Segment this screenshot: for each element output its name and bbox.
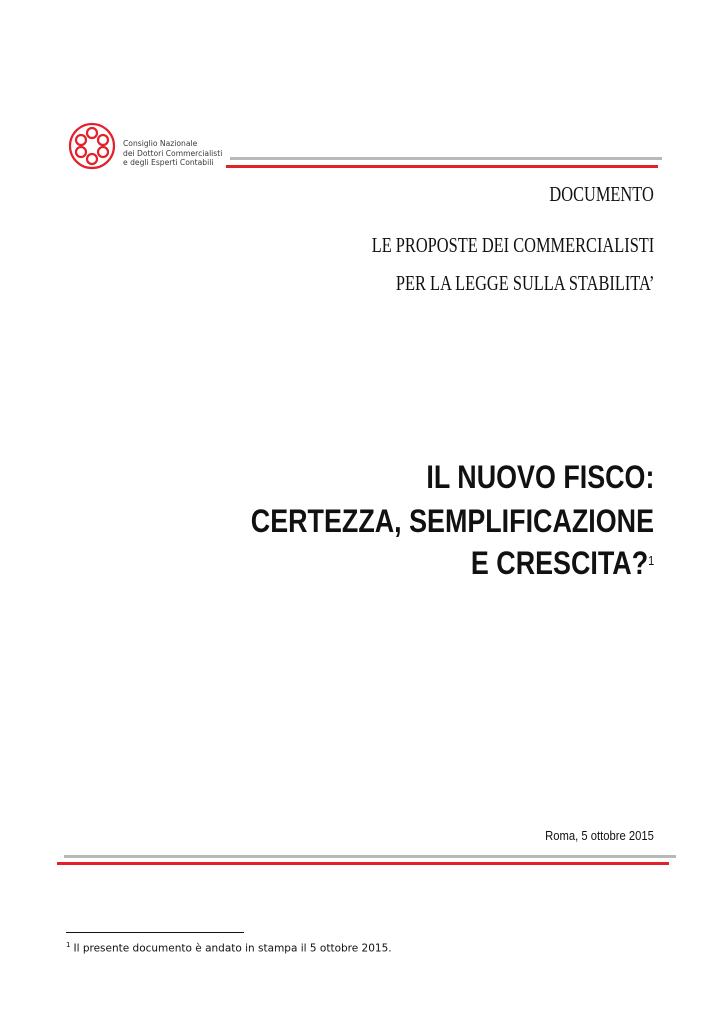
footer-rule-gray bbox=[64, 855, 676, 858]
footnote-number: 1 bbox=[66, 941, 71, 949]
document-date: Roma, 5 ottobre 2015 bbox=[545, 829, 654, 843]
footer-rule-red bbox=[57, 862, 669, 865]
cndcec-logo-icon bbox=[66, 120, 118, 172]
org-line: e degli Esperti Contabili bbox=[123, 158, 214, 168]
document-label: DOCUMENTO bbox=[549, 182, 654, 206]
header-rule-gray bbox=[230, 157, 662, 160]
organization-name bbox=[123, 139, 222, 168]
header-rule-red bbox=[226, 165, 658, 168]
footnote-reference[interactable]: 1 bbox=[647, 553, 654, 568]
footnote-text: Il presente documento è andato in stampa il 5 ottobre 2015. bbox=[73, 942, 392, 955]
footnote bbox=[66, 941, 392, 955]
org-line: Consiglio Nazionale bbox=[123, 139, 198, 148]
document-title-line: CERTEZZA, SEMPLIFICAZIONE bbox=[250, 503, 654, 539]
document-subtitle-line: LE PROPOSTE DEI COMMERCIALISTI bbox=[371, 233, 654, 257]
document-title-line: IL NUOVO FISCO: bbox=[426, 459, 654, 495]
org-line: dei Dottori Commercialisti bbox=[123, 148, 223, 158]
footnote-separator bbox=[66, 932, 244, 933]
document-title-line bbox=[471, 545, 654, 582]
document-subtitle-line: PER LA LEGGE SULLA STABILITA’ bbox=[395, 271, 654, 295]
document-title-text: E CRESCITA? bbox=[470, 545, 648, 581]
